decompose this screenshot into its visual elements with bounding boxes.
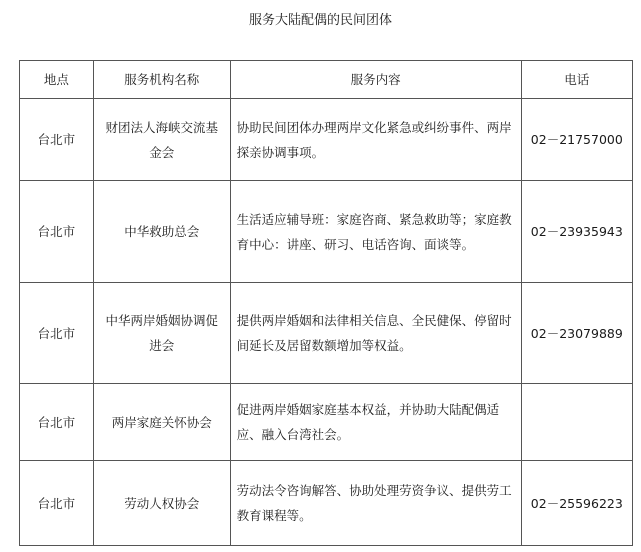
table-row [20, 283, 633, 384]
cell-service: 提供两岸婚姻和法律相关信息、全民健保、停留时间延长及居留数额增加等权益。 [230, 283, 521, 384]
cell-location: 台北市 [20, 384, 94, 461]
cell-phone: 02－23079889 [521, 283, 632, 384]
table-row [20, 461, 633, 546]
table-row [20, 384, 633, 461]
cell-org-name: 中华救助总会 [93, 181, 230, 283]
cell-location: 台北市 [20, 461, 94, 546]
cell-org-name: 劳动人权协会 [93, 461, 230, 546]
header-service: 服务内容 [230, 61, 521, 99]
cell-service: 劳动法令咨询解答、协助处理劳资争议、提供劳工教育课程等。 [230, 461, 521, 546]
cell-phone [521, 384, 632, 461]
cell-service: 协助民间团体办理两岸文化紧急或纠纷事件、两岸探亲协调事项。 [230, 99, 521, 181]
header-phone: 电话 [521, 61, 632, 99]
cell-org-name: 中华两岸婚姻协调促进会 [93, 283, 230, 384]
cell-phone: 02－23935943 [521, 181, 632, 283]
cell-org-name: 两岸家庭关怀协会 [93, 384, 230, 461]
cell-phone: 02－25596223 [521, 461, 632, 546]
header-org-name: 服务机构名称 [93, 61, 230, 99]
organizations-table [19, 60, 633, 546]
table-row [20, 181, 633, 283]
cell-service: 促进两岸婚姻家庭基本权益，并协助大陆配偶适应、融入台湾社会。 [230, 384, 521, 461]
cell-org-name: 财团法人海峡交流基金会 [93, 99, 230, 181]
cell-location: 台北市 [20, 99, 94, 181]
cell-phone: 02－21757000 [521, 99, 632, 181]
page-title: 服务大陆配偶的民间团体 [248, 13, 392, 28]
cell-location: 台北市 [20, 283, 94, 384]
cell-service: 生活适应辅导班：家庭咨商、紧急救助等；家庭教育中心：讲座、研习、电话咨询、面谈等。 [230, 181, 521, 283]
table-header-row [20, 61, 633, 99]
table-row [20, 99, 633, 181]
cell-location: 台北市 [20, 181, 94, 283]
header-location: 地点 [20, 61, 94, 99]
